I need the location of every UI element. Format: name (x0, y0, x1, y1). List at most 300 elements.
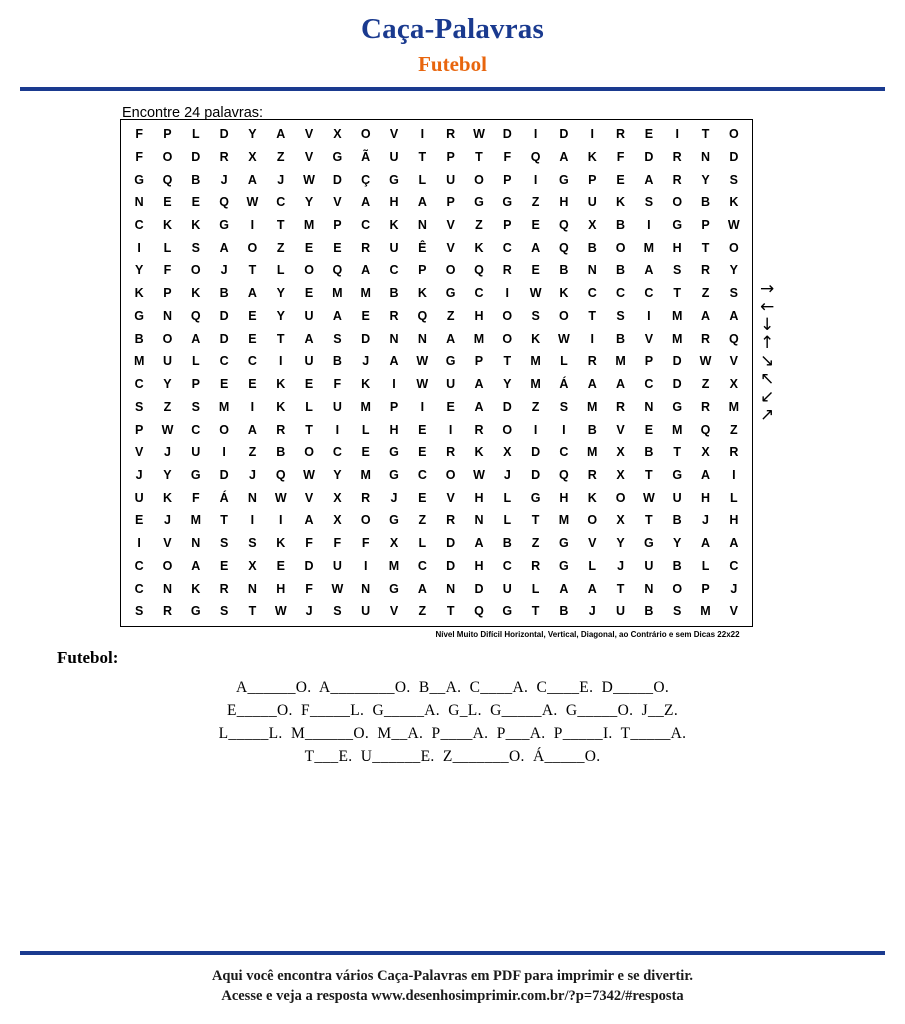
grid-cell[interactable]: X (616, 513, 625, 528)
grid-cell[interactable]: C (417, 468, 427, 483)
grid-cell[interactable]: Y (276, 308, 285, 323)
grid-cell[interactable]: J (135, 468, 143, 483)
grid-cell[interactable]: E (191, 195, 200, 210)
grid-cell[interactable]: C (219, 354, 229, 369)
grid-cell[interactable]: M (671, 422, 683, 437)
grid-cell[interactable]: B (332, 354, 342, 369)
grid-cell[interactable]: I (533, 172, 538, 187)
grid-cell[interactable]: M (360, 399, 371, 414)
grid-cell[interactable]: I (590, 127, 594, 142)
grid-cell[interactable]: J (362, 354, 370, 369)
footer-link[interactable]: www.desenhosimprimir.com.br/?p=7342/#resposta (371, 988, 684, 1004)
grid-cell[interactable]: C (559, 445, 569, 460)
grid-cell[interactable]: D (332, 172, 342, 187)
grid-cell[interactable]: X (729, 377, 738, 392)
grid-cell[interactable]: E (248, 377, 257, 392)
grid-cell[interactable]: I (505, 286, 510, 301)
grid-cell[interactable]: S (559, 399, 569, 414)
grid-cell[interactable]: P (191, 377, 200, 392)
grid-cell[interactable]: L (730, 490, 738, 505)
grid-cell[interactable]: Y (163, 377, 172, 392)
grid-cell[interactable]: O (304, 445, 314, 460)
grid-cell[interactable]: K (417, 286, 427, 301)
grid-cell[interactable]: F (135, 149, 143, 164)
grid-cell[interactable]: N (389, 331, 399, 346)
grid-cell[interactable]: N (162, 308, 172, 323)
grid-cell[interactable]: W (558, 331, 570, 346)
grid-cell[interactable]: X (588, 218, 597, 233)
grid-cell[interactable]: R (672, 149, 682, 164)
grid-cell[interactable]: A (701, 536, 711, 551)
grid-cell[interactable]: H (474, 308, 484, 323)
grid-cell[interactable]: Y (701, 172, 710, 187)
grid-cell[interactable]: D (446, 536, 456, 551)
grid-cell[interactable]: V (729, 604, 738, 619)
grid-cell[interactable]: N (587, 263, 597, 278)
grid-cell[interactable]: G (644, 536, 654, 551)
grid-cell[interactable]: Q (219, 195, 229, 210)
grid-cell[interactable]: O (502, 422, 513, 437)
grid-cell[interactable]: A (701, 468, 711, 483)
grid-cell[interactable]: B (644, 604, 654, 619)
grid-cell[interactable]: C (247, 354, 257, 369)
grid-cell[interactable]: C (502, 240, 512, 255)
grid-cell[interactable]: I (420, 399, 425, 414)
grid-cell[interactable]: A (276, 127, 286, 142)
grid-cell[interactable]: B (644, 445, 654, 460)
grid-cell[interactable]: O (502, 331, 513, 346)
grid-cell[interactable]: V (588, 536, 597, 551)
grid-cell[interactable]: C (191, 422, 201, 437)
grid-cell[interactable]: H (559, 195, 569, 210)
grid-cell[interactable]: L (191, 127, 200, 142)
grid-cell[interactable]: U (332, 558, 342, 573)
grid-cell[interactable]: C (134, 581, 144, 596)
grid-cell[interactable]: C (474, 286, 484, 301)
grid-cell[interactable]: I (562, 422, 566, 437)
grid-cell[interactable]: K (474, 240, 484, 255)
grid-cell[interactable]: V (333, 195, 342, 210)
grid-cell[interactable]: A (417, 581, 427, 596)
grid-cell[interactable]: R (219, 149, 229, 164)
grid-cell[interactable]: V (729, 354, 738, 369)
grid-cell[interactable]: S (248, 536, 257, 551)
grid-cell[interactable]: U (644, 558, 654, 573)
grid-cell[interactable]: S (729, 286, 738, 301)
grid-cell[interactable]: E (531, 218, 540, 233)
grid-cell[interactable]: E (304, 286, 314, 301)
grid-cell[interactable]: G (190, 604, 201, 619)
grid-cell[interactable]: A (247, 172, 257, 187)
grid-cell[interactable]: K (559, 286, 569, 301)
grid-cell[interactable]: G (559, 536, 569, 551)
grid-cell[interactable]: O (445, 263, 456, 278)
grid-cell[interactable]: O (219, 422, 229, 437)
grid-cell[interactable]: R (361, 490, 371, 505)
grid-cell[interactable]: L (588, 558, 597, 573)
grid-cell[interactable]: L (503, 513, 512, 528)
grid-cell[interactable]: I (647, 308, 651, 323)
grid-cell[interactable]: N (361, 581, 371, 596)
grid-cell[interactable]: C (134, 377, 144, 392)
grid-cell[interactable]: G (190, 468, 201, 483)
grid-cell[interactable]: D (219, 331, 229, 346)
grid-cell[interactable]: H (276, 581, 286, 596)
grid-cell[interactable]: T (220, 513, 228, 528)
grid-cell[interactable]: J (220, 172, 228, 187)
grid-cell[interactable]: T (276, 218, 285, 233)
grid-cell[interactable]: R (446, 445, 456, 460)
grid-cell[interactable]: U (587, 195, 597, 210)
grid-cell[interactable]: O (728, 127, 739, 142)
grid-cell[interactable]: W (303, 172, 315, 187)
grid-cell[interactable]: S (644, 195, 654, 210)
grid-cell[interactable]: P (389, 399, 399, 414)
grid-cell[interactable]: B (672, 513, 682, 528)
grid-cell[interactable]: D (502, 127, 512, 142)
grid-cell[interactable]: V (644, 331, 654, 346)
grid-cell[interactable]: Á (559, 377, 569, 392)
grid-cell[interactable]: Ê (418, 240, 427, 255)
grid-cell[interactable]: B (587, 240, 597, 255)
grid-cell[interactable]: O (304, 263, 314, 278)
grid-cell[interactable]: X (616, 468, 625, 483)
grid-cell[interactable]: U (134, 490, 144, 505)
grid-cell[interactable]: I (590, 331, 594, 346)
grid-cell[interactable]: W (416, 377, 429, 392)
grid-cell[interactable]: A (219, 240, 229, 255)
grid-cell[interactable]: A (644, 172, 654, 187)
grid-cell[interactable]: B (191, 172, 201, 187)
grid-cell[interactable]: T (673, 445, 682, 460)
grid-cell[interactable]: N (417, 331, 427, 346)
grid-cell[interactable]: I (250, 218, 255, 233)
grid-cell[interactable]: W (246, 195, 259, 210)
grid-cell[interactable]: G (502, 195, 513, 210)
grid-cell[interactable]: O (559, 308, 569, 323)
grid-cell[interactable]: Á (219, 490, 229, 505)
grid-cell[interactable]: Z (701, 377, 710, 392)
grid-cell[interactable]: R (474, 422, 484, 437)
grid-cell[interactable]: I (533, 422, 538, 437)
grid-cell[interactable]: Z (730, 422, 738, 437)
grid-cell[interactable]: F (305, 536, 313, 551)
grid-cell[interactable]: E (418, 422, 427, 437)
grid-cell[interactable]: C (729, 558, 739, 573)
grid-cell[interactable]: Z (163, 399, 172, 414)
grid-cell[interactable]: B (616, 263, 626, 278)
grid-cell[interactable]: Ã (361, 149, 371, 164)
grid-cell[interactable]: N (247, 581, 257, 596)
grid-cell[interactable]: E (418, 490, 427, 505)
grid-cell[interactable]: L (191, 354, 200, 369)
grid-cell[interactable]: P (134, 422, 144, 437)
grid-cell[interactable]: E (333, 240, 342, 255)
grid-cell[interactable]: R (701, 263, 711, 278)
grid-cell[interactable]: V (446, 218, 455, 233)
grid-cell[interactable]: A (417, 195, 427, 210)
grid-cell[interactable]: Z (531, 195, 540, 210)
grid-cell[interactable]: H (474, 490, 484, 505)
grid-cell[interactable]: U (502, 581, 512, 596)
grid-cell[interactable]: D (531, 468, 541, 483)
grid-cell[interactable]: I (732, 468, 736, 483)
grid-cell[interactable]: X (616, 445, 625, 460)
grid-cell[interactable]: A (361, 195, 371, 210)
grid-cell[interactable]: W (416, 354, 429, 369)
grid-cell[interactable]: N (162, 581, 172, 596)
grid-cell[interactable]: D (531, 445, 541, 460)
grid-cell[interactable]: L (418, 172, 427, 187)
grid-cell[interactable]: G (389, 445, 399, 460)
grid-cell[interactable]: S (134, 604, 144, 619)
grid-cell[interactable]: A (587, 581, 597, 596)
grid-cell[interactable]: Q (332, 263, 343, 278)
grid-cell[interactable]: D (361, 331, 371, 346)
grid-cell[interactable]: T (701, 127, 710, 142)
grid-cell[interactable]: U (616, 604, 626, 619)
grid-cell[interactable]: A (616, 377, 626, 392)
grid-cell[interactable]: N (474, 513, 484, 528)
grid-cell[interactable]: O (190, 263, 201, 278)
grid-cell[interactable]: H (474, 558, 484, 573)
grid-cell[interactable]: Z (248, 445, 257, 460)
grid-cell[interactable]: A (304, 331, 314, 346)
grid-cell[interactable]: Q (559, 240, 569, 255)
grid-cell[interactable]: I (448, 422, 453, 437)
grid-cell[interactable]: G (389, 172, 399, 187)
grid-cell[interactable]: E (276, 558, 285, 573)
grid-cell[interactable]: U (304, 308, 314, 323)
grid-cell[interactable]: A (191, 558, 201, 573)
grid-cell[interactable]: C (389, 263, 399, 278)
grid-cell[interactable]: G (559, 558, 569, 573)
grid-cell[interactable]: I (392, 377, 396, 392)
grid-cell[interactable]: X (248, 558, 257, 573)
grid-cell[interactable]: K (587, 490, 597, 505)
grid-cell[interactable]: G (530, 490, 541, 505)
grid-cell[interactable]: F (191, 490, 200, 505)
grid-cell[interactable]: G (389, 513, 399, 528)
grid-cell[interactable]: N (446, 581, 456, 596)
grid-cell[interactable]: T (531, 513, 540, 528)
grid-cell[interactable]: P (333, 218, 342, 233)
grid-cell[interactable]: T (531, 604, 540, 619)
grid-cell[interactable]: J (277, 172, 285, 187)
grid-cell[interactable]: K (531, 331, 541, 346)
grid-cell[interactable]: S (134, 399, 144, 414)
grid-cell[interactable]: N (191, 536, 201, 551)
grid-cell[interactable]: Z (276, 149, 285, 164)
grid-cell[interactable]: I (279, 513, 283, 528)
grid-cell[interactable]: M (360, 468, 371, 483)
grid-cell[interactable]: X (248, 149, 257, 164)
grid-cell[interactable]: H (389, 195, 399, 210)
grid-cell[interactable]: V (389, 127, 399, 142)
grid-cell[interactable]: U (446, 172, 456, 187)
grid-cell[interactable]: B (389, 286, 399, 301)
grid-cell[interactable]: A (446, 331, 456, 346)
grid-cell[interactable]: U (361, 604, 371, 619)
grid-cell[interactable]: B (672, 558, 682, 573)
grid-cell[interactable]: T (645, 468, 653, 483)
grid-cell[interactable]: W (473, 127, 485, 142)
grid-cell[interactable]: J (248, 468, 256, 483)
grid-cell[interactable]: D (672, 377, 682, 392)
grid-cell[interactable]: M (388, 558, 400, 573)
grid-cell[interactable]: S (219, 604, 229, 619)
grid-cell[interactable]: L (701, 558, 710, 573)
grid-cell[interactable]: W (727, 218, 740, 233)
grid-cell[interactable]: J (588, 604, 596, 619)
grid-cell[interactable]: P (446, 195, 455, 210)
grid-cell[interactable]: T (446, 604, 455, 619)
grid-cell[interactable]: A (531, 240, 541, 255)
grid-cell[interactable]: Z (531, 399, 540, 414)
grid-cell[interactable]: C (134, 218, 144, 233)
grid-cell[interactable]: Q (162, 172, 173, 187)
grid-cell[interactable]: M (700, 604, 711, 619)
grid-cell[interactable]: V (446, 490, 455, 505)
grid-cell[interactable]: D (559, 127, 569, 142)
grid-cell[interactable]: P (644, 354, 654, 369)
grid-cell[interactable]: T (475, 149, 483, 164)
grid-cell[interactable]: W (473, 468, 485, 483)
grid-cell[interactable]: E (446, 399, 455, 414)
grid-cell[interactable]: R (672, 172, 682, 187)
grid-cell[interactable]: Z (276, 240, 285, 255)
grid-cell[interactable]: J (163, 445, 171, 460)
grid-cell[interactable]: K (162, 218, 172, 233)
grid-cell[interactable]: O (587, 513, 598, 528)
grid-cell[interactable]: W (529, 286, 542, 301)
grid-cell[interactable]: I (647, 218, 651, 233)
grid-cell[interactable]: D (474, 581, 484, 596)
grid-cell[interactable]: K (162, 490, 172, 505)
grid-cell[interactable]: W (274, 490, 287, 505)
grid-cell[interactable]: Y (729, 263, 738, 278)
grid-cell[interactable]: N (701, 149, 711, 164)
grid-cell[interactable]: P (474, 354, 484, 369)
grid-cell[interactable]: R (389, 308, 399, 323)
grid-cell[interactable]: Y (276, 286, 285, 301)
grid-cell[interactable]: T (701, 240, 710, 255)
grid-cell[interactable]: F (305, 581, 313, 596)
grid-cell[interactable]: D (219, 127, 229, 142)
grid-cell[interactable]: A (247, 286, 257, 301)
grid-cell[interactable]: R (446, 513, 456, 528)
grid-cell[interactable]: L (503, 490, 512, 505)
grid-cell[interactable]: R (616, 399, 626, 414)
grid-cell[interactable]: T (645, 513, 653, 528)
grid-cell[interactable]: P (503, 218, 512, 233)
grid-cell[interactable]: O (672, 581, 683, 596)
grid-cell[interactable]: Y (248, 127, 257, 142)
grid-cell[interactable]: G (445, 354, 456, 369)
grid-cell[interactable]: R (361, 240, 371, 255)
grid-cell[interactable]: W (303, 468, 315, 483)
grid-cell[interactable]: A (701, 308, 711, 323)
grid-cell[interactable]: F (333, 536, 342, 551)
grid-cell[interactable]: E (361, 445, 370, 460)
grid-cell[interactable]: S (531, 308, 540, 323)
grid-cell[interactable]: L (560, 354, 568, 369)
grid-cell[interactable]: S (191, 399, 200, 414)
grid-cell[interactable]: T (673, 286, 682, 301)
grid-cell[interactable]: M (190, 513, 201, 528)
grid-cell[interactable]: L (276, 263, 285, 278)
grid-cell[interactable]: M (728, 399, 740, 414)
grid-cell[interactable]: K (361, 377, 371, 392)
word-search-grid[interactable] (120, 119, 753, 627)
grid-cell[interactable]: G (445, 286, 456, 301)
grid-cell[interactable]: L (163, 240, 172, 255)
grid-cell[interactable]: A (729, 308, 739, 323)
grid-cell[interactable]: R (502, 263, 512, 278)
grid-cell[interactable]: U (672, 490, 682, 505)
grid-cell[interactable]: Q (559, 218, 569, 233)
grid-cell[interactable]: K (276, 377, 286, 392)
grid-cell[interactable]: N (644, 581, 654, 596)
grid-cell[interactable]: C (587, 286, 597, 301)
grid-cell[interactable]: K (587, 149, 597, 164)
grid-cell[interactable]: R (276, 422, 286, 437)
grid-cell[interactable]: Y (616, 536, 625, 551)
grid-cell[interactable]: C (644, 377, 654, 392)
grid-cell[interactable]: B (559, 263, 569, 278)
grid-cell[interactable]: Q (728, 331, 739, 346)
grid-cell[interactable]: D (502, 399, 512, 414)
grid-cell[interactable]: E (163, 195, 172, 210)
grid-cell[interactable]: M (530, 354, 541, 369)
grid-cell[interactable]: Q (474, 604, 484, 619)
grid-cell[interactable]: F (135, 127, 143, 142)
grid-cell[interactable]: R (729, 445, 739, 460)
grid-cell[interactable]: Y (134, 263, 144, 278)
grid-cell[interactable]: A (644, 263, 654, 278)
grid-cell[interactable]: Q (559, 468, 569, 483)
grid-cell[interactable]: I (335, 422, 340, 437)
grid-cell[interactable]: C (361, 218, 371, 233)
grid-cell[interactable]: S (333, 604, 342, 619)
grid-cell[interactable]: B (587, 422, 597, 437)
grid-cell[interactable]: A (729, 536, 739, 551)
grid-cell[interactable]: S (673, 263, 682, 278)
grid-cell[interactable]: M (671, 308, 683, 323)
grid-cell[interactable]: B (616, 218, 626, 233)
grid-cell[interactable]: I (222, 445, 226, 460)
grid-cell[interactable]: C (502, 558, 512, 573)
grid-cell[interactable]: K (191, 218, 201, 233)
grid-cell[interactable]: I (250, 513, 255, 528)
grid-cell[interactable]: R (219, 581, 229, 596)
grid-cell[interactable]: T (248, 263, 257, 278)
grid-cell[interactable]: Y (333, 468, 342, 483)
grid-cell[interactable]: Z (531, 536, 540, 551)
grid-cell[interactable]: A (247, 422, 257, 437)
grid-cell[interactable]: E (644, 422, 654, 437)
grid-cell[interactable]: P (701, 581, 710, 596)
grid-cell[interactable]: A (474, 377, 484, 392)
grid-cell[interactable]: K (616, 195, 626, 210)
grid-cell[interactable]: X (333, 490, 342, 505)
grid-cell[interactable]: D (219, 468, 229, 483)
grid-cell[interactable]: N (247, 490, 257, 505)
grid-cell[interactable]: P (163, 127, 172, 142)
grid-cell[interactable]: M (473, 331, 485, 346)
grid-cell[interactable]: E (248, 331, 257, 346)
grid-cell[interactable]: T (588, 308, 597, 323)
